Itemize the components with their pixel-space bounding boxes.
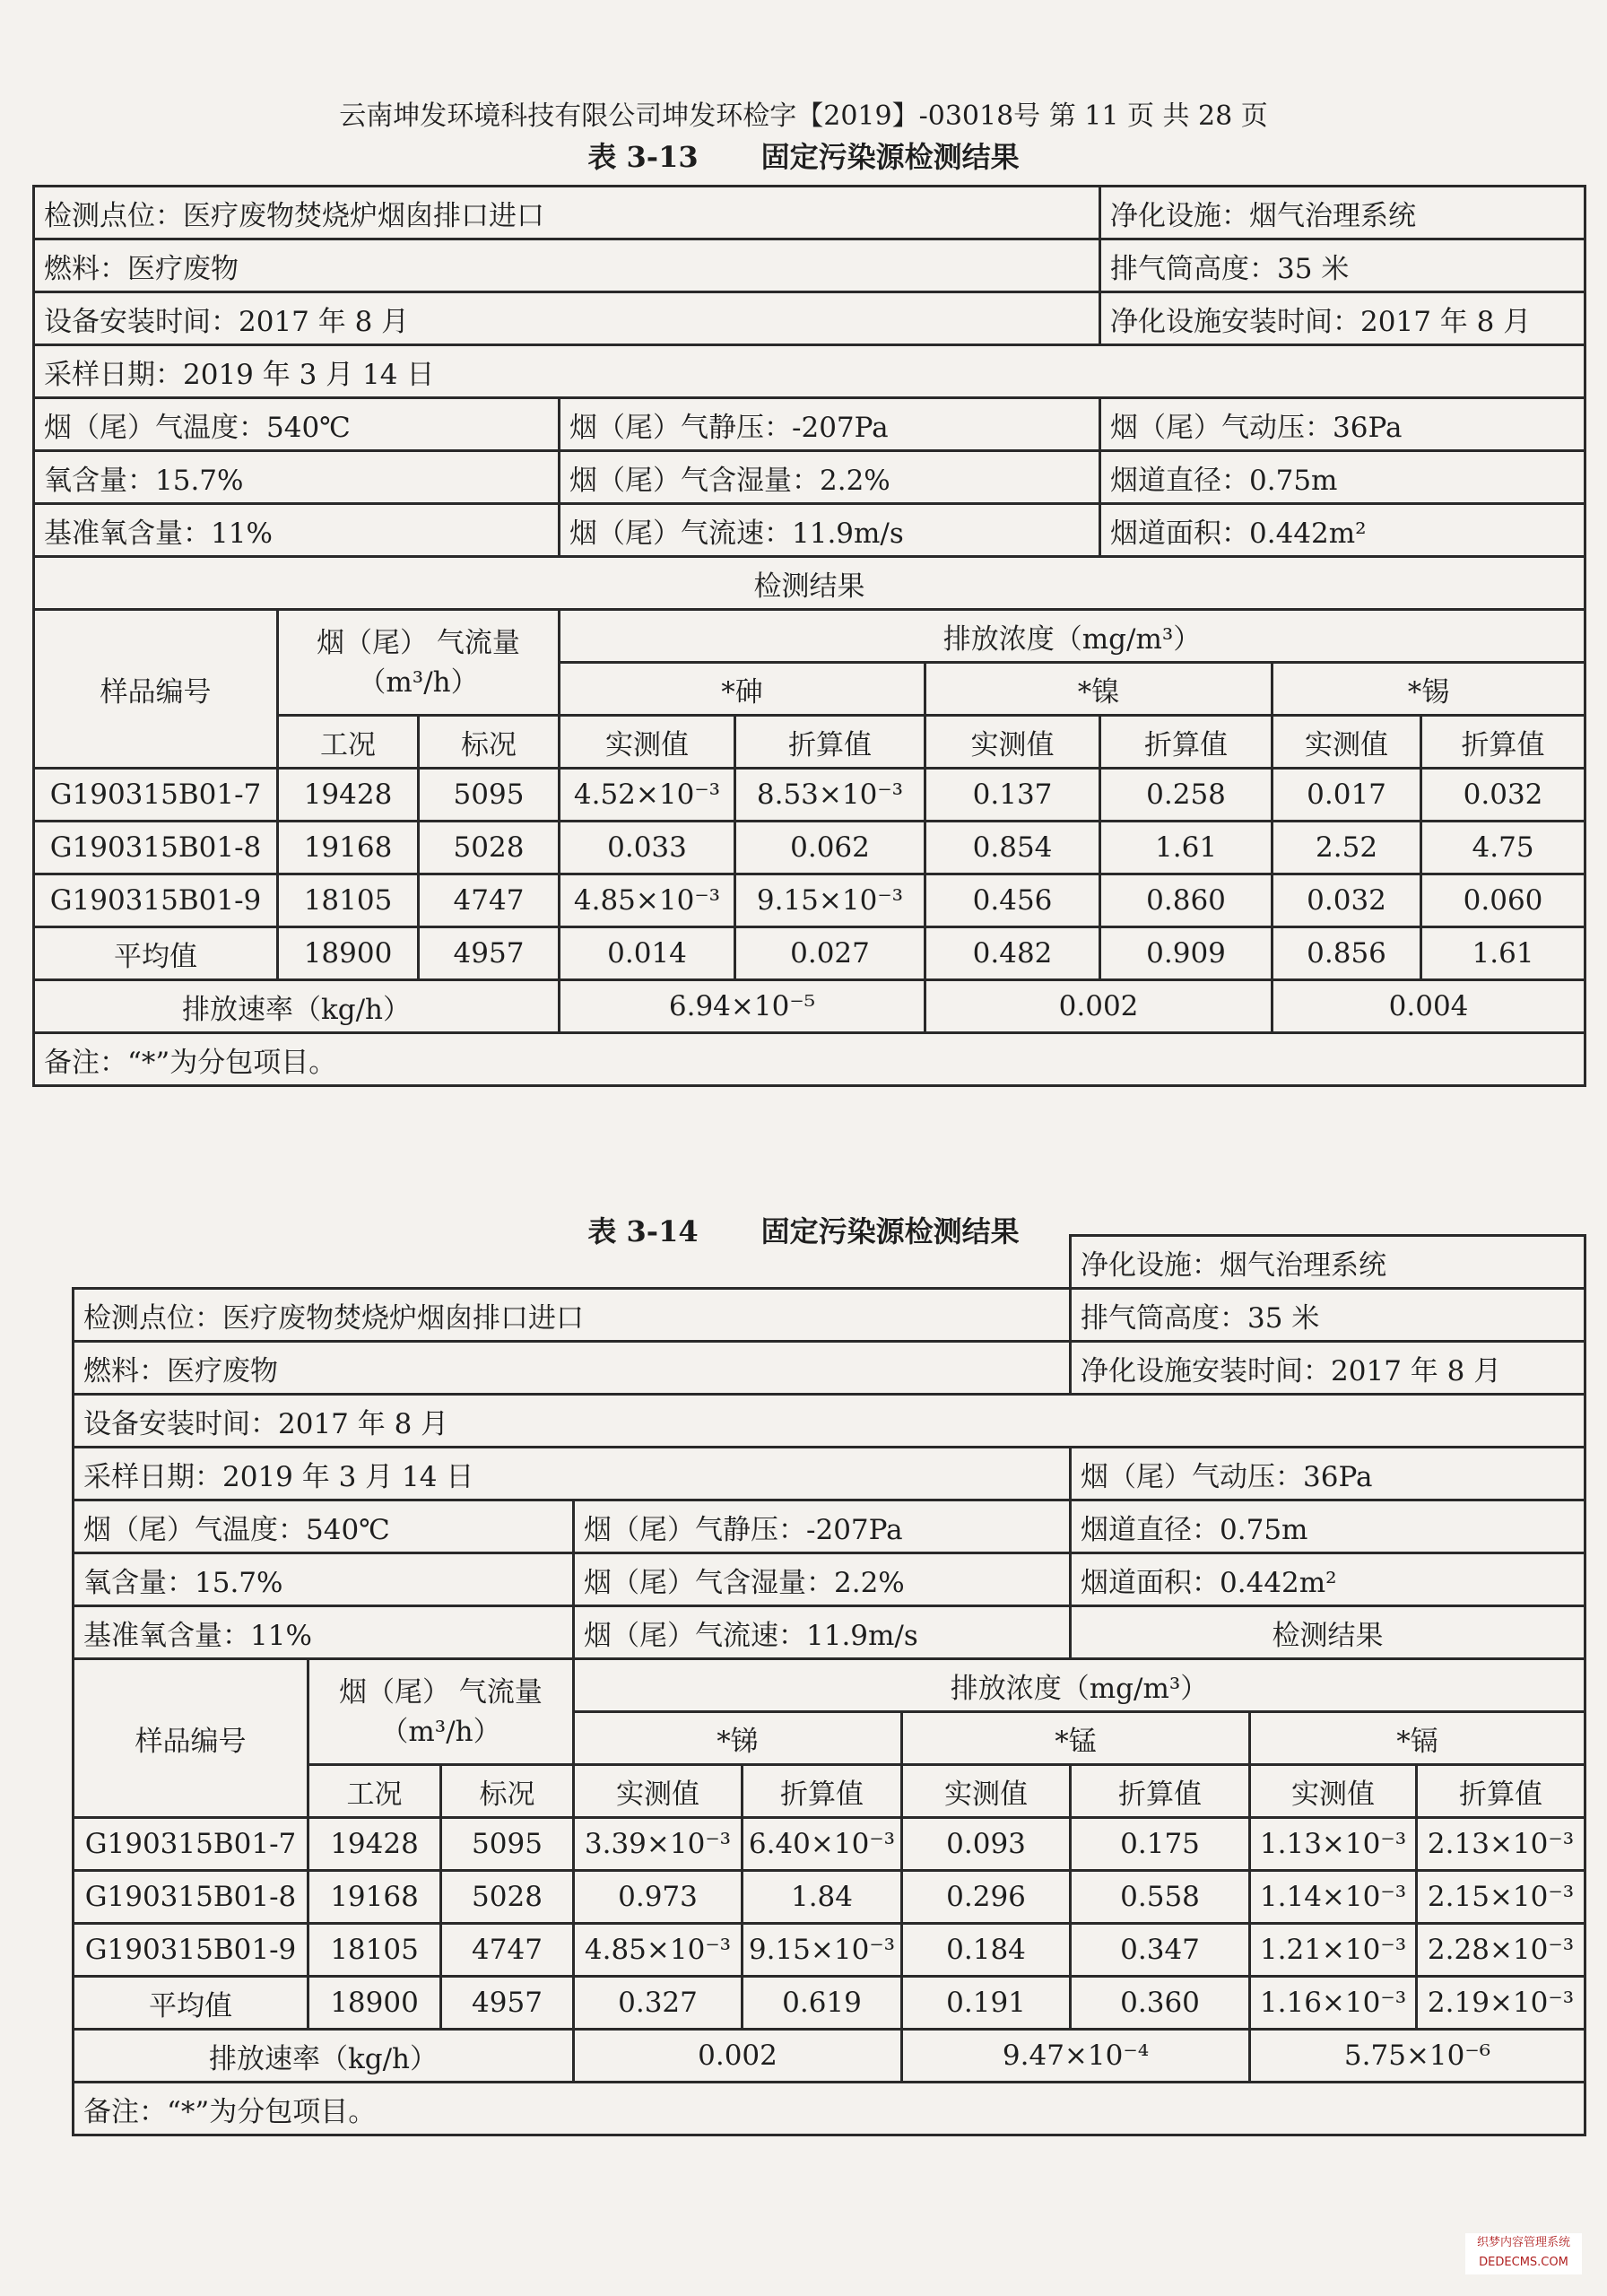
- table1-rate-row: [34, 980, 1585, 1033]
- value-cell: 4.85×10⁻³: [574, 1924, 743, 1977]
- value-cell: 4.75: [1421, 822, 1585, 874]
- table1-info-row: [34, 187, 1585, 239]
- watermark-logo: [1465, 2233, 1582, 2274]
- flow-work: 19168: [278, 822, 419, 874]
- table2-temp: 烟（尾）气温度：540℃: [74, 1500, 574, 1553]
- sample-id: G190315B01-8: [34, 822, 278, 874]
- value-cell: 0.060: [1421, 874, 1585, 927]
- value-cell: 0.017: [1273, 769, 1421, 822]
- watermark-line2: DEDECMS.COM: [1479, 2256, 1568, 2269]
- table1-sample-date: 采样日期：2019 年 3 月 14 日: [34, 345, 1585, 398]
- table1-info-row: [34, 398, 1585, 451]
- table-row: [74, 1818, 1585, 1871]
- table1-purify: 净化设施：烟气治理系统: [1100, 187, 1585, 239]
- flow-work: 18900: [278, 927, 419, 980]
- table-row: [74, 1977, 1585, 2030]
- value-cell: 9.15×10⁻³: [735, 874, 925, 927]
- sample-id: G190315B01-7: [74, 1818, 308, 1871]
- value-cell: 1.61: [1100, 822, 1273, 874]
- table2-sub-converted: 折算值: [1417, 1765, 1585, 1818]
- flow-std: 4957: [441, 1977, 574, 2030]
- flow-work: 18900: [308, 1977, 441, 2030]
- rate-value: 0.004: [1273, 980, 1585, 1033]
- table2-static-pressure: 烟（尾）气静压：-207Pa: [574, 1500, 1071, 1553]
- value-cell: 0.909: [1100, 927, 1273, 980]
- table2-base-oxygen: 基准氧含量：11%: [74, 1606, 574, 1659]
- value-cell: 0.558: [1071, 1871, 1250, 1924]
- table1-col-flow: 烟（尾） 气流量（m³/h）: [278, 610, 560, 716]
- sample-id: 平均值: [34, 927, 278, 980]
- table2-sub-measured: 实测值: [1250, 1765, 1417, 1818]
- sample-id: G190315B01-9: [74, 1924, 308, 1977]
- watermark-line1: 织梦内容管理系统: [1476, 2236, 1570, 2249]
- value-cell: 0.456: [925, 874, 1100, 927]
- flow-std: 4957: [419, 927, 560, 980]
- rate-label: 排放速率（kg/h）: [34, 980, 560, 1033]
- table2-header-row: [74, 1659, 1585, 1712]
- value-cell: 0.347: [1071, 1924, 1250, 1977]
- value-cell: 0.032: [1421, 769, 1585, 822]
- table1-element: *镍: [925, 663, 1273, 716]
- table2-info-row: [74, 1236, 1585, 1289]
- table2-info-row: [74, 1448, 1585, 1500]
- flow-work: 18105: [278, 874, 419, 927]
- table1-sub-measured: 实测值: [925, 716, 1100, 769]
- table1-humidity: 烟（尾）气含湿量：2.2%: [560, 451, 1100, 504]
- table1-area: 烟道面积：0.442m²: [1100, 504, 1585, 557]
- table2-stack-height: 排气筒高度：35 米: [1071, 1289, 1585, 1342]
- table2-blank: [74, 1236, 1071, 1289]
- table2-element: *锑: [574, 1712, 902, 1765]
- table2-col-conc: 排放浓度（mg/m³）: [574, 1659, 1585, 1712]
- table2-velocity: 烟（尾）气流速：11.9m/s: [574, 1606, 1071, 1659]
- value-cell: 4.52×10⁻³: [560, 769, 735, 822]
- table2-info-row: [74, 1342, 1585, 1395]
- flow-work: 19168: [308, 1871, 441, 1924]
- value-cell: 1.21×10⁻³: [1250, 1924, 1417, 1977]
- table2-area: 烟道面积：0.442m²: [1071, 1553, 1585, 1606]
- table1-sub-std: 标况: [419, 716, 560, 769]
- table2-results-title: 检测结果: [1071, 1606, 1585, 1659]
- value-cell: 4.85×10⁻³: [560, 874, 735, 927]
- table1-info-row: [34, 504, 1585, 557]
- table2-sample-date: 采样日期：2019 年 3 月 14 日: [74, 1448, 1071, 1500]
- table2: [72, 1234, 1586, 2136]
- rate-value: 6.94×10⁻⁵: [560, 980, 925, 1033]
- flow-std: 5028: [441, 1871, 574, 1924]
- value-cell: 0.032: [1273, 874, 1421, 927]
- value-cell: 2.15×10⁻³: [1417, 1871, 1585, 1924]
- table1-results-title: 检测结果: [34, 557, 1585, 610]
- table1-sub-converted: 折算值: [735, 716, 925, 769]
- table2-dynamic-pressure: 烟（尾）气动压：36Pa: [1071, 1448, 1585, 1500]
- value-cell: 0.014: [560, 927, 735, 980]
- rate-value: 5.75×10⁻⁶: [1250, 2030, 1585, 2083]
- value-cell: 2.28×10⁻³: [1417, 1924, 1585, 1977]
- flow-std: 4747: [441, 1924, 574, 1977]
- value-cell: 1.16×10⁻³: [1250, 1977, 1417, 2030]
- table1-base-oxygen: 基准氧含量：11%: [34, 504, 560, 557]
- value-cell: 8.53×10⁻³: [735, 769, 925, 822]
- table2-number: 表 3-14: [587, 1214, 699, 1248]
- table1-results-title-row: [34, 557, 1585, 610]
- table1-sub-converted: 折算值: [1421, 716, 1585, 769]
- table2-note: 备注：“*”为分包项目。: [74, 2083, 1585, 2135]
- value-cell: 0.184: [902, 1924, 1071, 1977]
- table2-col-sample: 样品编号: [74, 1659, 308, 1818]
- value-cell: 2.19×10⁻³: [1417, 1977, 1585, 2030]
- table1-sub-work: 工况: [278, 716, 419, 769]
- table1-element: *砷: [560, 663, 925, 716]
- table2-sub-converted: 折算值: [1071, 1765, 1250, 1818]
- table-row: [34, 927, 1585, 980]
- value-cell: 0.327: [574, 1977, 743, 2030]
- table-row: [74, 1924, 1585, 1977]
- table2-info-row: [74, 1606, 1585, 1659]
- table-row: [34, 769, 1585, 822]
- table1-purify-install: 净化设施安装时间：2017 年 8 月: [1100, 292, 1585, 345]
- rate-value: 9.47×10⁻⁴: [902, 2030, 1250, 2083]
- table2-sub-work: 工况: [308, 1765, 441, 1818]
- rate-value: 0.002: [925, 980, 1273, 1033]
- table2-humidity: 烟（尾）气含湿量：2.2%: [574, 1553, 1071, 1606]
- value-cell: 2.13×10⁻³: [1417, 1818, 1585, 1871]
- table1-caption: [0, 135, 1607, 176]
- flow-work: 19428: [278, 769, 419, 822]
- table1-col-sample: 样品编号: [34, 610, 278, 769]
- value-cell: 0.360: [1071, 1977, 1250, 2030]
- table2-info-row: [74, 1289, 1585, 1342]
- value-cell: 1.61: [1421, 927, 1585, 980]
- table1-dynamic-pressure: 烟（尾）气动压：36Pa: [1100, 398, 1585, 451]
- value-cell: 0.482: [925, 927, 1100, 980]
- table1-fuel: 燃料：医疗废物: [34, 239, 1100, 292]
- table1-install-time: 设备安装时间：2017 年 8 月: [34, 292, 1100, 345]
- value-cell: 0.296: [902, 1871, 1071, 1924]
- flow-work: 19428: [308, 1818, 441, 1871]
- value-cell: 0.856: [1273, 927, 1421, 980]
- table1-info-row: [34, 451, 1585, 504]
- value-cell: 2.52: [1273, 822, 1421, 874]
- table1-static-pressure: 烟（尾）气静压：-207Pa: [560, 398, 1100, 451]
- table2-rate-row: [74, 2030, 1585, 2083]
- table-row: [34, 822, 1585, 874]
- flow-std: 5028: [419, 822, 560, 874]
- value-cell: 1.84: [743, 1871, 902, 1924]
- table1-header-row: [34, 610, 1585, 663]
- table-row: [34, 874, 1585, 927]
- table2-sub-std: 标况: [441, 1765, 574, 1818]
- table2-oxygen: 氧含量：15.7%: [74, 1553, 574, 1606]
- table2-sub-measured: 实测值: [902, 1765, 1071, 1818]
- value-cell: 0.973: [574, 1871, 743, 1924]
- table1-info-row: [34, 292, 1585, 345]
- flow-std: 5095: [419, 769, 560, 822]
- flow-std: 5095: [441, 1818, 574, 1871]
- table1-temp: 烟（尾）气温度：540℃: [34, 398, 560, 451]
- page-header: 云南坤发环境科技有限公司坤发环检字【2019】-03018号 第 11 页 共 28 页: [339, 100, 1268, 132]
- table1-number: 表 3-13: [587, 140, 699, 174]
- table1-info-row: [34, 239, 1585, 292]
- table1-stack-height: 排气筒高度：35 米: [1100, 239, 1585, 292]
- table2-title: 固定污染源检测结果: [760, 1214, 1020, 1248]
- table2-purify: 净化设施：烟气治理系统: [1071, 1236, 1585, 1289]
- value-cell: 0.062: [735, 822, 925, 874]
- table1-info-row: [34, 345, 1585, 398]
- value-cell: 6.40×10⁻³: [743, 1818, 902, 1871]
- table1: [32, 185, 1586, 1087]
- value-cell: 1.14×10⁻³: [1250, 1871, 1417, 1924]
- rate-label: 排放速率（kg/h）: [74, 2030, 574, 2083]
- table1-velocity: 烟（尾）气流速：11.9m/s: [560, 504, 1100, 557]
- flow-std: 4747: [419, 874, 560, 927]
- flow-work: 18105: [308, 1924, 441, 1977]
- value-cell: 0.258: [1100, 769, 1273, 822]
- sample-id: G190315B01-9: [34, 874, 278, 927]
- table2-install-time: 设备安装时间：2017 年 8 月: [74, 1395, 1585, 1448]
- table2-note-row: [74, 2083, 1585, 2135]
- table-row: [74, 1871, 1585, 1924]
- table2-info-row: [74, 1553, 1585, 1606]
- value-cell: 3.39×10⁻³: [574, 1818, 743, 1871]
- sample-id: 平均值: [74, 1977, 308, 2030]
- rate-value: 0.002: [574, 2030, 902, 2083]
- value-cell: 0.175: [1071, 1818, 1250, 1871]
- table1-point: 检测点位：医疗废物焚烧炉烟囱排口进口: [34, 187, 1100, 239]
- table1-oxygen: 氧含量：15.7%: [34, 451, 560, 504]
- table1-element: *锡: [1273, 663, 1585, 716]
- table2-diameter: 烟道直径：0.75m: [1071, 1500, 1585, 1553]
- value-cell: 0.137: [925, 769, 1100, 822]
- table2-info-row: [74, 1500, 1585, 1553]
- table2-element: *镉: [1250, 1712, 1585, 1765]
- table1-sub-measured: 实测值: [1273, 716, 1421, 769]
- value-cell: 0.093: [902, 1818, 1071, 1871]
- sample-id: G190315B01-8: [74, 1871, 308, 1924]
- table1-sub-converted: 折算值: [1100, 716, 1273, 769]
- table2-sub-converted: 折算值: [743, 1765, 902, 1818]
- sample-id: G190315B01-7: [34, 769, 278, 822]
- table2-purify-install: 净化设施安装时间：2017 年 8 月: [1071, 1342, 1585, 1395]
- value-cell: 0.027: [735, 927, 925, 980]
- table2-col-flow: 烟（尾） 气流量（m³/h）: [308, 1659, 574, 1765]
- table1-title: 固定污染源检测结果: [760, 140, 1020, 174]
- value-cell: 9.15×10⁻³: [743, 1924, 902, 1977]
- table2-element: *锰: [902, 1712, 1250, 1765]
- table2-point: 检测点位：医疗废物焚烧炉烟囱排口进口: [74, 1289, 1071, 1342]
- table1-note: 备注：“*”为分包项目。: [34, 1033, 1585, 1086]
- value-cell: 0.033: [560, 822, 735, 874]
- table2-info-row: [74, 1395, 1585, 1448]
- table2-sub-measured: 实测值: [574, 1765, 743, 1818]
- value-cell: 0.854: [925, 822, 1100, 874]
- table2-fuel: 燃料：医疗废物: [74, 1342, 1071, 1395]
- value-cell: 1.13×10⁻³: [1250, 1818, 1417, 1871]
- value-cell: 0.191: [902, 1977, 1071, 2030]
- table1-note-row: [34, 1033, 1585, 1086]
- value-cell: 0.860: [1100, 874, 1273, 927]
- table1-diameter: 烟道直径：0.75m: [1100, 451, 1585, 504]
- table1-sub-measured: 实测值: [560, 716, 735, 769]
- value-cell: 0.619: [743, 1977, 902, 2030]
- table1-col-conc: 排放浓度（mg/m³）: [560, 610, 1585, 663]
